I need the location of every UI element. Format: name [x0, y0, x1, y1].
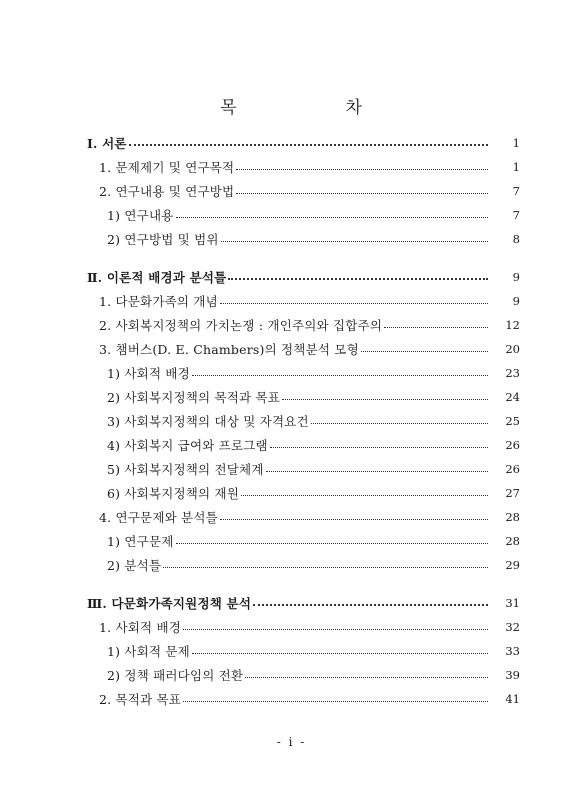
toc-entry-text: 4. 연구문제와 분석틀 — [99, 510, 218, 525]
toc-entry[interactable] — [87, 290, 520, 312]
toc-entry-page: 12 — [505, 318, 520, 332]
toc-entry-page: 26 — [505, 438, 520, 452]
toc-entry[interactable] — [87, 688, 520, 710]
dot-leader — [220, 519, 488, 520]
toc-entry-text: 1. 문제제기 및 연구목적 — [99, 160, 235, 175]
dot-leader — [282, 399, 488, 400]
toc-entry[interactable] — [87, 156, 520, 178]
toc-entry-page: 28 — [505, 510, 520, 524]
dot-leader — [236, 169, 488, 170]
toc-title-left: 목 — [220, 98, 238, 118]
toc-entry-text: Ⅲ. 다문화가족지원정책 분석 — [87, 596, 252, 611]
dot-leader — [176, 543, 488, 544]
toc-entry-page: 24 — [505, 390, 520, 404]
toc-entry[interactable] — [87, 554, 520, 576]
toc-entry-text: 1) 연구문제 — [107, 534, 174, 549]
toc-entry-page: 26 — [505, 462, 520, 476]
toc-entry[interactable] — [87, 314, 520, 336]
toc-entry[interactable] — [87, 266, 520, 288]
toc-entry-page: 9 — [512, 270, 520, 284]
toc-entry[interactable] — [87, 132, 520, 154]
toc-entry[interactable] — [87, 204, 520, 226]
toc-entry-text: 4) 사회복지 급여와 프로그램 — [107, 438, 268, 453]
dot-leader — [183, 701, 488, 702]
toc-entry-page: 25 — [505, 414, 520, 428]
toc-entry-page: 33 — [505, 644, 520, 658]
toc-entry-text: 2) 분석틀 — [107, 558, 162, 573]
toc-entry-page: 39 — [505, 668, 520, 682]
toc-entry-page: 41 — [505, 692, 520, 706]
toc-entry-page: 29 — [505, 558, 520, 572]
toc-entry-page: 7 — [512, 208, 520, 222]
toc-entry-page: 32 — [505, 620, 520, 634]
dot-leader — [253, 604, 488, 606]
toc-entry-text: 2) 연구방법 및 범위 — [107, 232, 219, 247]
dot-leader — [221, 241, 488, 242]
toc-entry-page: 1 — [512, 136, 520, 150]
toc-entry-text: 1. 사회적 배경 — [99, 620, 182, 635]
toc-entry[interactable] — [87, 362, 520, 384]
toc-entry-page: 28 — [505, 534, 520, 548]
toc-entry-text: 6) 사회복지정책의 재원 — [107, 486, 240, 501]
toc-entry-page: 7 — [512, 184, 520, 198]
toc-entry[interactable] — [87, 434, 520, 456]
toc-entry-page: 1 — [512, 160, 520, 174]
toc-entry-text: 1) 사회적 배경 — [107, 366, 190, 381]
toc-entry[interactable] — [87, 458, 520, 480]
dot-leader — [245, 677, 488, 678]
dot-leader — [241, 495, 488, 496]
toc-entry[interactable] — [87, 386, 520, 408]
toc-entry-text: 1) 연구내용 — [107, 208, 174, 223]
toc-entry[interactable] — [87, 410, 520, 432]
toc-entry-page: 27 — [505, 486, 520, 500]
dot-leader — [192, 653, 488, 654]
toc-entry-text: 2) 사회복지정책의 목적과 목표 — [107, 390, 281, 405]
dot-leader — [270, 447, 488, 448]
dot-leader — [163, 567, 488, 568]
page-number-footer: - i - — [276, 735, 307, 749]
toc-entry-text: 2. 목적과 목표 — [99, 692, 182, 707]
toc-entry[interactable] — [87, 530, 520, 552]
toc-entry-page: 20 — [505, 342, 520, 356]
dot-leader — [361, 351, 488, 352]
dot-leader — [220, 303, 488, 304]
toc-entry-text: 2. 연구내용 및 연구방법 — [99, 184, 235, 199]
toc-entry[interactable] — [87, 640, 520, 662]
toc-entry-text: 2) 정책 패러다임의 전환 — [107, 668, 244, 683]
dot-leader — [192, 375, 488, 376]
toc-entry-text: 2. 사회복지정책의 가치논쟁 : 개인주의와 집합주의 — [99, 318, 383, 333]
toc-entry-page: 9 — [512, 294, 520, 308]
toc-entry-page: 31 — [505, 596, 520, 610]
toc-entry[interactable] — [87, 664, 520, 686]
dot-leader — [176, 217, 488, 218]
toc-entry[interactable] — [87, 592, 520, 614]
toc-entry[interactable] — [87, 180, 520, 202]
dot-leader — [183, 629, 488, 630]
toc-entry-page: 23 — [505, 366, 520, 380]
toc-entry-text: Ⅰ. 서론 — [87, 136, 127, 151]
dot-leader — [384, 327, 488, 328]
toc-title-right: 차 — [345, 98, 363, 118]
toc-title — [0, 93, 583, 118]
dot-leader — [236, 193, 488, 194]
dot-leader — [129, 144, 488, 146]
dot-leader — [266, 471, 488, 472]
toc-entry-text: 5) 사회복지정책의 전달체계 — [107, 462, 264, 477]
toc-entry[interactable] — [87, 482, 520, 504]
toc-entry-page: 8 — [512, 232, 520, 246]
dot-leader — [228, 278, 488, 280]
toc-entry[interactable] — [87, 506, 520, 528]
toc-entry-text: 3) 사회복지정책의 대상 및 자격요건 — [107, 414, 309, 429]
dot-leader — [311, 423, 488, 424]
toc-entry-text: Ⅱ. 이론적 배경과 분석틀 — [87, 270, 227, 285]
toc-entry[interactable] — [87, 228, 520, 250]
toc-entry-text: 1. 다문화가족의 개념 — [99, 294, 218, 309]
toc-entry[interactable] — [87, 616, 520, 638]
toc-entry-text: 3. 챔버스(D. E. Chambers)의 정책분석 모형 — [99, 342, 359, 357]
toc-entry[interactable] — [87, 338, 520, 360]
toc-entry-text: 1) 사회적 문제 — [107, 644, 190, 659]
